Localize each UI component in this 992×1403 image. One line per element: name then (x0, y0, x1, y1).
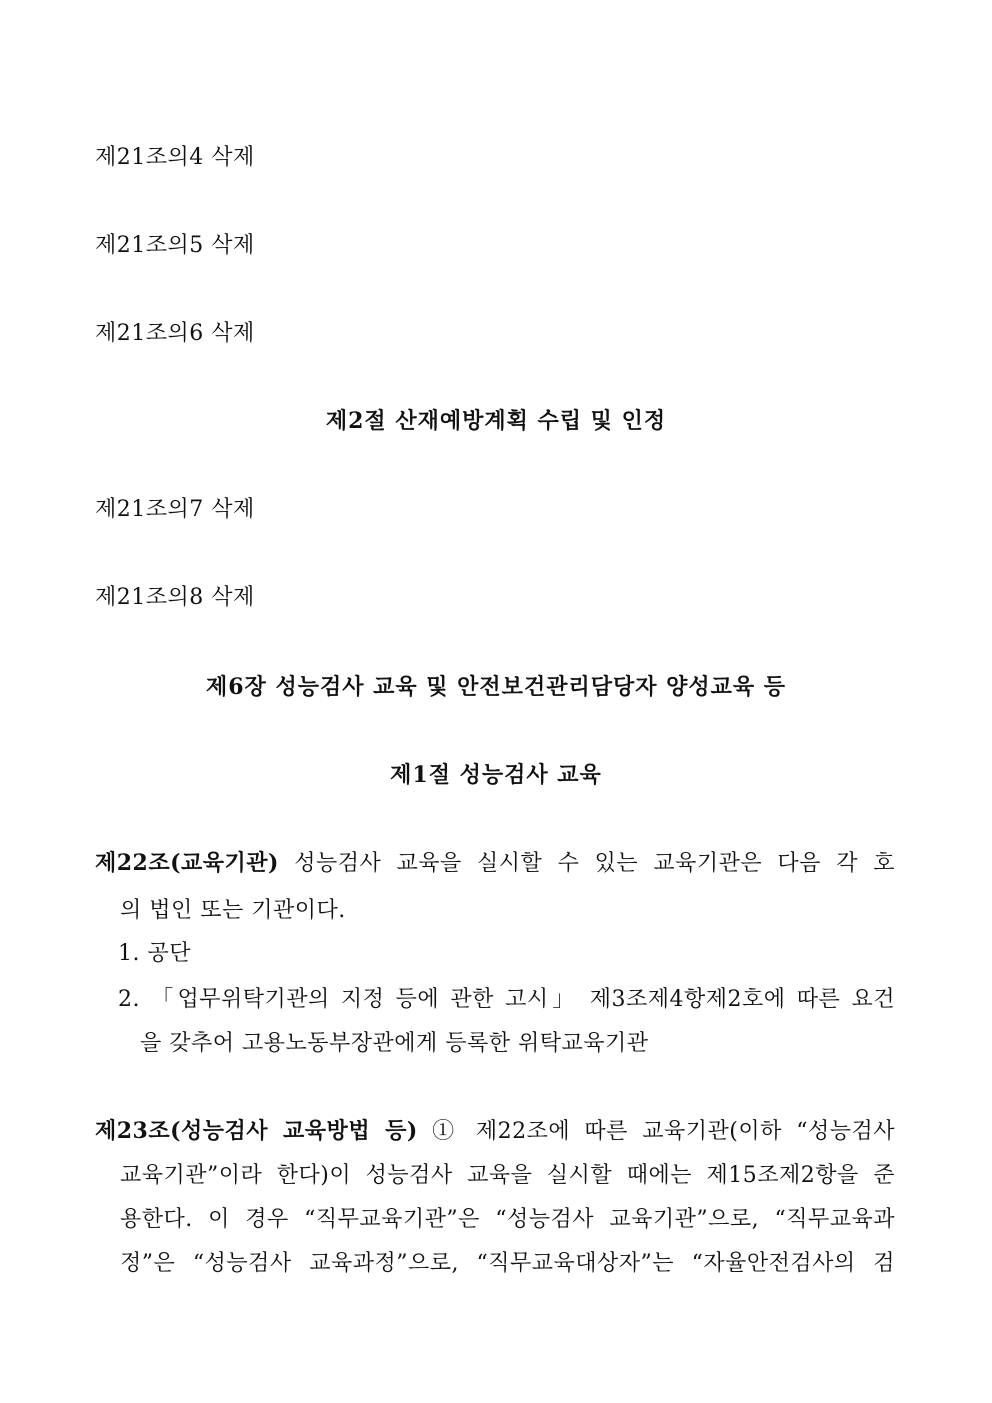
article-23-heading: 제23조(성능검사 교육방법 등) (95, 1118, 418, 1144)
article-number: 제21조의4 (95, 145, 204, 170)
article-23-line-4: 정”은 “성능검사 교육과정”으로, “직무교육대상자”는 “자율안전검사의 검 (120, 1251, 895, 1276)
section-2-title: 제2절 산재예방계획 수립 및 인정 (325, 408, 667, 434)
article-23-line-2: 교육기관”이라 한다)이 성능검사 교육을 실시할 때에는 제15조제2항을 준 (120, 1163, 895, 1188)
article-21-6 (95, 316, 255, 347)
article-text: 삭제 (211, 321, 255, 346)
article-21-5 (95, 228, 255, 259)
article-22-item-2-line-1: 2. 「업무위탁기관의 지정 등에 관한 고시」 제3조제4항제2호에 따른 요건 (118, 987, 895, 1012)
article-22-heading: 제22조(교육기관) (95, 850, 279, 876)
section-1-title: 제1절 성능검사 교육 (390, 762, 602, 788)
article-text: 삭제 (211, 497, 255, 522)
article-21-4 (95, 140, 255, 171)
article-23-line-3: 용한다. 이 경우 “직무교육기관”은 “성능검사 교육기관”으로, “직무교육과 (120, 1207, 895, 1232)
article-number: 제21조의7 (95, 497, 204, 522)
article-number: 제21조의8 (95, 585, 204, 610)
article-21-7 (95, 492, 255, 523)
article-22-text: 성능검사 교육을 실시할 수 있는 교육기관은 다음 각 호 (294, 851, 895, 876)
article-22-line-2: 의 법인 또는 기관이다. (120, 898, 346, 923)
article-22-item-2-line-2: 을 갖추어 고용노동부장관에게 등록한 위탁교육기관 (140, 1031, 649, 1056)
article-21-8 (95, 580, 255, 611)
article-number: 제21조의5 (95, 233, 204, 258)
article-22-line-1 (95, 846, 895, 877)
article-text: 삭제 (211, 233, 255, 258)
chapter-6-title: 제6장 성능검사 교육 및 안전보건관리담당자 양성교육 등 (205, 674, 787, 700)
article-23-line-1 (95, 1114, 895, 1145)
article-number: 제21조의6 (95, 321, 204, 346)
article-23-text: ① 제22조에 따른 교육기관(이하 “성능검사 (432, 1119, 895, 1144)
article-22-item-1: 1. 공단 (118, 941, 191, 966)
article-text: 삭제 (211, 145, 255, 170)
article-text: 삭제 (211, 585, 255, 610)
